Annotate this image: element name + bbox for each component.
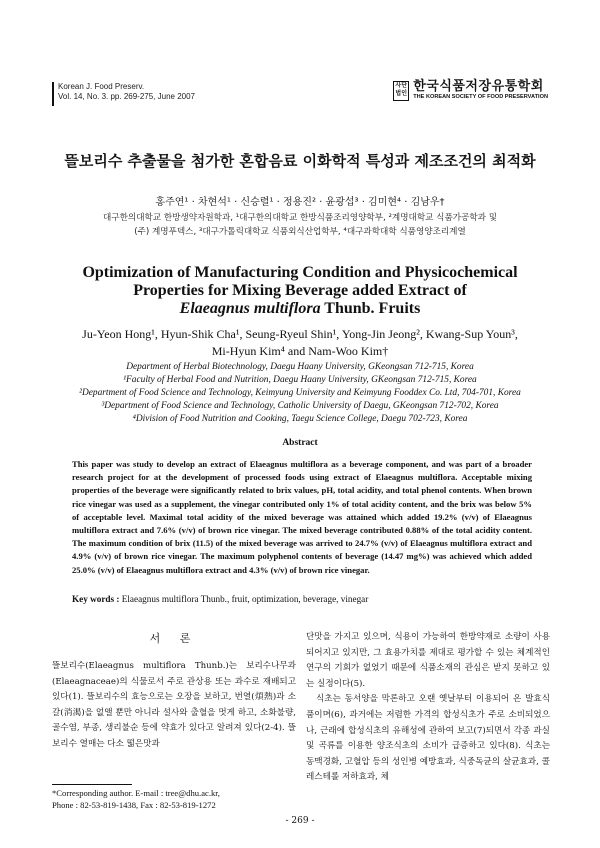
keywords — [72, 594, 532, 604]
society-name-korean: 한국식품저장유통학회 — [413, 79, 544, 94]
species-name: Elaeagnus multiflora — [179, 300, 321, 317]
english-title-line-2: Properties for Mixing Beverage added Extract of — [133, 282, 467, 299]
right-paragraph-1: 단맛을 가지고 있으며, 식용이 가능하여 한방약재로 소량이 사용되어지고 있지만, 그 효용가치를 제대로 평가할 수 있는 체계적인 연구의 기회가 없었기 때문에 식품소재의 관심은 받지 못하고 있는 실정이다(5). — [306, 632, 550, 689]
korean-title: 뜰보리수 추출물을 첨가한 혼합음료 이화학적 특성과 제조조건의 최적화 — [64, 152, 536, 170]
english-affiliation-5: ⁴Division of Food Nutrition and Cooking, Taegu Science College, Daegu 702-723, Korea — [132, 414, 468, 424]
section-title-introduction: 서 론 — [149, 632, 199, 645]
right-column — [306, 630, 550, 786]
english-title — [0, 264, 600, 318]
english-title-line-1: Optimization of Manufacturing Condition and Physicochemical — [82, 264, 518, 281]
english-authors-line-2: Mi-Hyun Kim⁴ and Nam-Woo Kim† — [211, 344, 389, 358]
footnote-rule — [52, 784, 132, 785]
english-affiliation-1: Department of Herbal Biotechnology, Daegu Haany University, GKeongsan 712-715, Korea — [126, 362, 474, 372]
english-authors-line-1: Ju-Yeon Hong¹, Hyun-Shik Cha¹, Seung-Ryeul Shin¹, Yong-Jin Jeong², Kwang-Sup Youn³, — [82, 327, 518, 341]
korean-affiliation-2: (주) 계명푸덱스, ³대구가톨릭대학교 식품외식산업학부, ⁴대구과학대학 식품영양조리계열 — [134, 227, 466, 237]
english-title-suffix: Thunb. Fruits — [320, 300, 421, 317]
footnote-line-2: Phone : 82-53-819-1438, Fax : 82-53-819-1272 — [52, 800, 216, 810]
left-paragraph-1: 뜰보리수(Elaeagnus multiflora Thunb.)는 보리수나무과(Elaeagnaceae)의 식물로서 주로 관상용 또는 과수로 재배되고 있다(1). 뜰보리수의 효능으로는 오장을 보하고, 번열(煩熱)과 소갈(消渴)을 없앨 뿐만 아니라 설사와 출혈을 멋게 하고, 소화불량, 골수염, 부종, 생리불순 등에 약효가 있다고 알려져 있다(2-4). 뜰보리수 열매는 다소 떫은맛과 — [52, 661, 296, 749]
journal-volume: Vol. 14, No. 3. pp. 269-275, June 2007 — [58, 92, 195, 101]
journal-citation — [58, 82, 195, 102]
english-affiliation-4: ³Department of Food Science and Technology, Catholic University of Daegu, GKeongsan 712-702, Korea — [101, 401, 499, 411]
journal-name: Korean J. Food Preserv. — [58, 82, 145, 91]
english-affiliation-2: ¹Faculty of Herbal Food and Nutrition, Daegu Haany University, GKeongsan 712-715, Korea — [123, 375, 477, 385]
journal-rule — [52, 82, 54, 106]
korean-authors: 홍주연¹ · 차현석¹ · 신승렬¹ · 정용진² · 윤광섭³ · 김미현⁴ · 김남우† — [155, 197, 445, 208]
left-column — [52, 659, 296, 753]
english-authors — [0, 326, 600, 360]
english-title-line-3 — [0, 300, 600, 318]
abstract-heading: Abstract — [282, 438, 318, 448]
korean-affiliation-1: 대구한의대학교 한방생약자원학과, ¹대구한의대학교 한방식품조리영양학부, ²계명대학교 식품가공학과 및 — [102, 213, 497, 223]
society-name-english: THE KOREAN SOCIETY OF FOOD PRESERVATION — [413, 94, 548, 100]
society-mark-icon: 사단 법인 — [393, 81, 409, 101]
english-affiliation-3: ²Department of Food Science and Technology, Keimyung University and Keimyung Fooddex Co. Ltd, 704-701, Korea — [79, 388, 521, 398]
society-logo — [393, 80, 548, 101]
abstract-text: This paper was study to develop an extract of Elaeagnus multiflora as a beverage component, and was part of a broader research project for at the development of processed foods using extract of Elaeagnus multiflora. Acceptable mixing properties of the beverage were significantly related to brix values, pH, total acidity, and total phenol contents. When brown rice vinegar was used as a supplement, the vinegar contributed only 1% of total acidity content, and the brix was below 5% of acceptable level. Maximal total acidity of the mixed beverage was attained which added 19.2% (v/v) of Elaeagnus multiflora extract and 7.6% (v/v) of brown rice vinegar. The mixed beverage contributed 0.88% of the total acidity content. The maximum condition of brix (11.5) of the mixed beverage was arrived to 24.7% (v/v) of Elaeagnus multiflora extract and 4.9% (v/v) of brown rice vinegar. The maximum polyphenol contents of beverage (14.47 mg%) was achieved which added 25.0% (v/v) of Elaeagnus multiflora extract and 4.3% (v/v) of brown rice vinegar. — [72, 459, 532, 575]
keywords-list: Elaeagnus multiflora Thunb., fruit, optimization, beverage, vinegar — [121, 594, 369, 604]
right-paragraph-2: 식초는 동서양을 막론하고 오랜 옛날부터 이용되어 온 발효식품이며(6), 과거에는 저렴한 가격의 합성식초가 주로 소비되었으나, 근래에 합성식초의 유해성에 관하여 보고(7)되면서 각종 과실 및 곡류를 이용한 양조식초의 소비가 급증하고 있다(8). 식초는 동맥경화, 고혈압 등의 성인병 예방효과, 식중독균의 살균효과, 콜레스테롤 저하효과, 체 — [306, 694, 550, 783]
corresponding-author-footnote — [52, 787, 220, 811]
page-number: - 269 - — [285, 816, 315, 826]
keywords-label: Key words : — [72, 594, 120, 604]
footnote-line-1: *Corresponding author. E-mail : tree@dhu.ac.kr, — [52, 788, 220, 798]
